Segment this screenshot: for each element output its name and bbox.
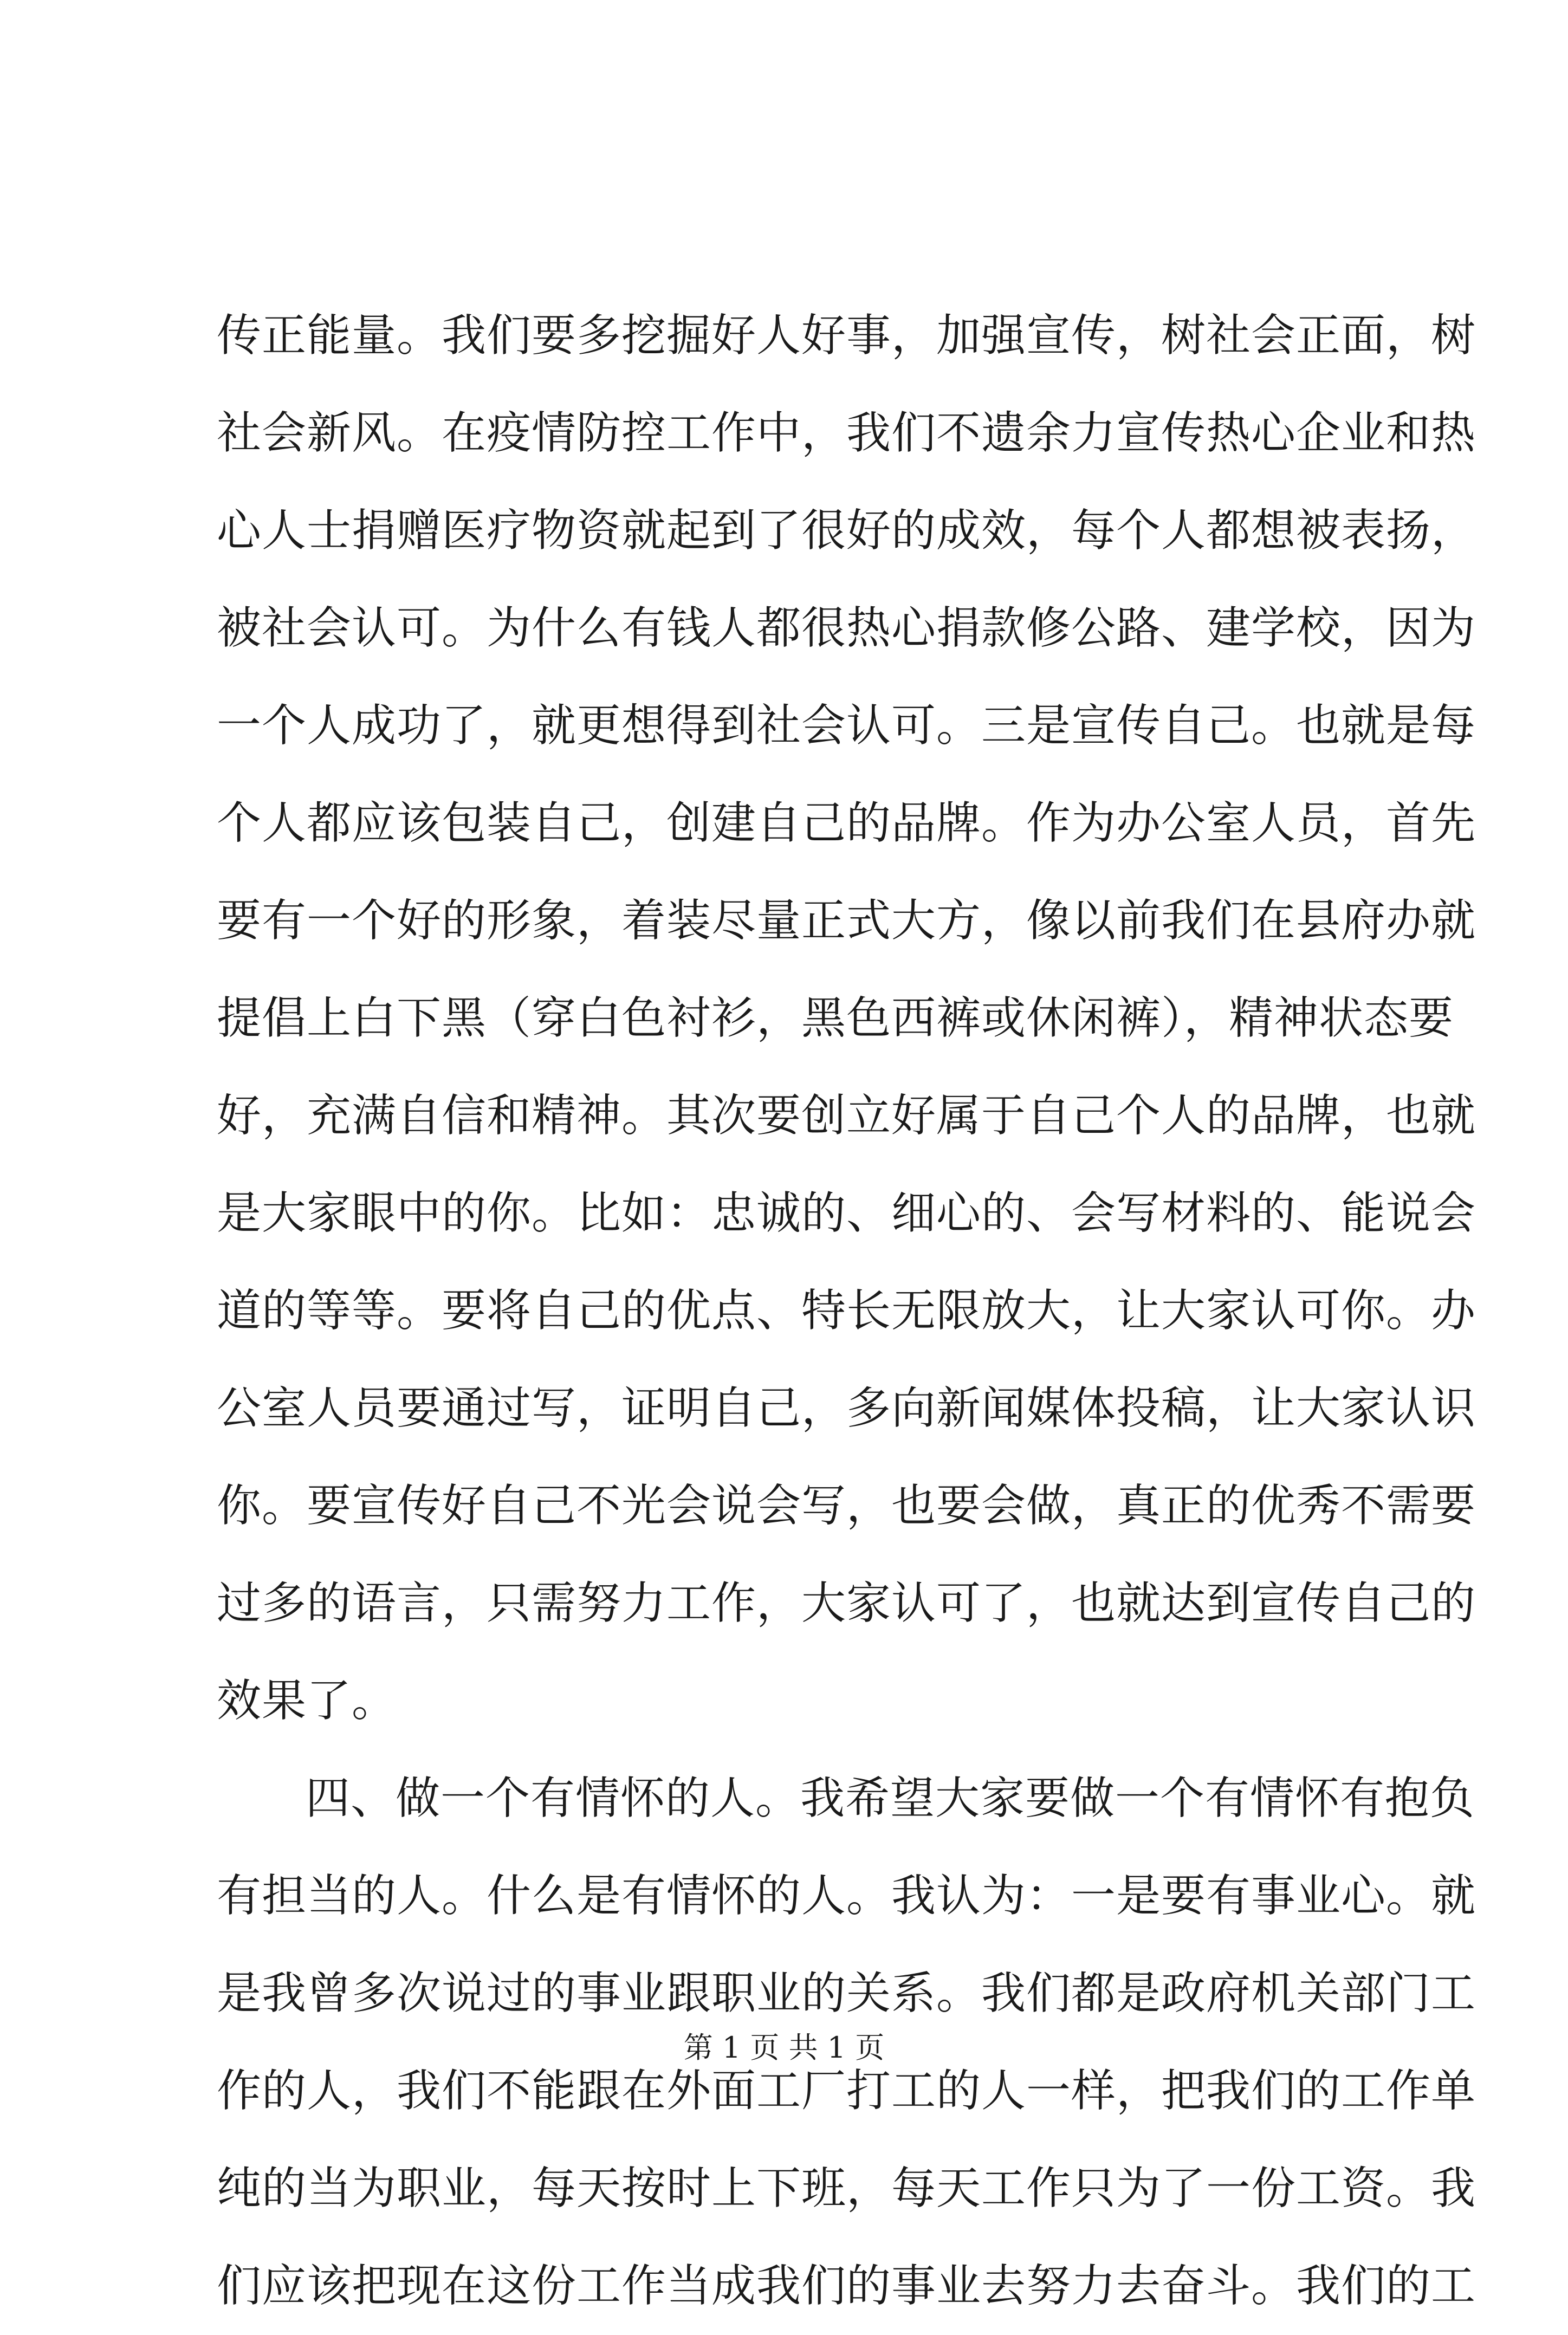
text-line: 们应该把现在这份工作当成我们的事业去努力去奋斗。我们的工 [217,2260,1476,2312]
text-line: 过多的语言，只需努力工作，大家认可了，也就达到宣传自己的 [217,1578,1476,1629]
text-line: 是我曾多次说过的事业跟职业的关系。我们都是政府机关部门工 [217,1968,1476,2019]
text-line: 是大家眼中的你。比如：忠诚的、细心的、会写材料的、能说会 [217,1188,1476,1239]
text-line: 社会新风。在疫情防控工作中，我们不遗余力宣传热心企业和热 [217,407,1476,459]
text-line: 道的等等。要将自己的优点、特长无限放大，让大家认可你。办 [217,1285,1476,1337]
page-number: 第 1 页 共 1 页 [683,2031,885,2065]
text-line: 心人士捐赠医疗物资就起到了很好的成效，每个人都想被表扬， [217,505,1476,556]
page-footer [0,2029,1568,2067]
text-line: 好，充满自信和精神。其次要创立好属于自己个人的品牌，也就 [217,1090,1476,1141]
text-line: 纯的当为职业，每天按时上下班，每天工作只为了一份工资。我 [217,2163,1476,2214]
paragraph-start-line: 四、做一个有情怀的人。我希望大家要做一个有情怀有抱负 [306,1773,1475,1824]
text-line: 提倡上白下黑（穿白色衬衫，黑色西裤或休闲裤），精神状态要 [217,993,1454,1044]
body-text [217,287,1476,2335]
text-line: 你。要宣传好自己不光会说会写，也要会做，真正的优秀不需要 [217,1480,1476,1532]
text-line: 有担当的人。什么是有情怀的人。我认为：一是要有事业心。就 [217,1870,1476,1922]
text-line: 被社会认可。为什么有钱人都很热心捐款修公路、建学校，因为 [217,602,1476,654]
text-line: 传正能量。我们要多挖掘好人好事，加强宣传，树社会正面，树 [217,310,1476,361]
text-line: 个人都应该包装自己，创建自己的品牌。作为办公室人员，首先 [217,797,1476,849]
text-line: 公室人员要通过写，证明自己，多向新闻媒体投稿，让大家认识 [217,1383,1476,1434]
text-line: 要有一个好的形象，着装尽量正式大方，像以前我们在县府办就 [217,895,1476,946]
text-line: 效果了。 [217,1675,397,1727]
text-line: 一个人成功了，就更想得到社会认可。三是宣传自己。也就是每 [217,700,1476,751]
text-line: 作的人，我们不能跟在外面工厂打工的人一样，把我们的工作单 [217,2065,1476,2117]
